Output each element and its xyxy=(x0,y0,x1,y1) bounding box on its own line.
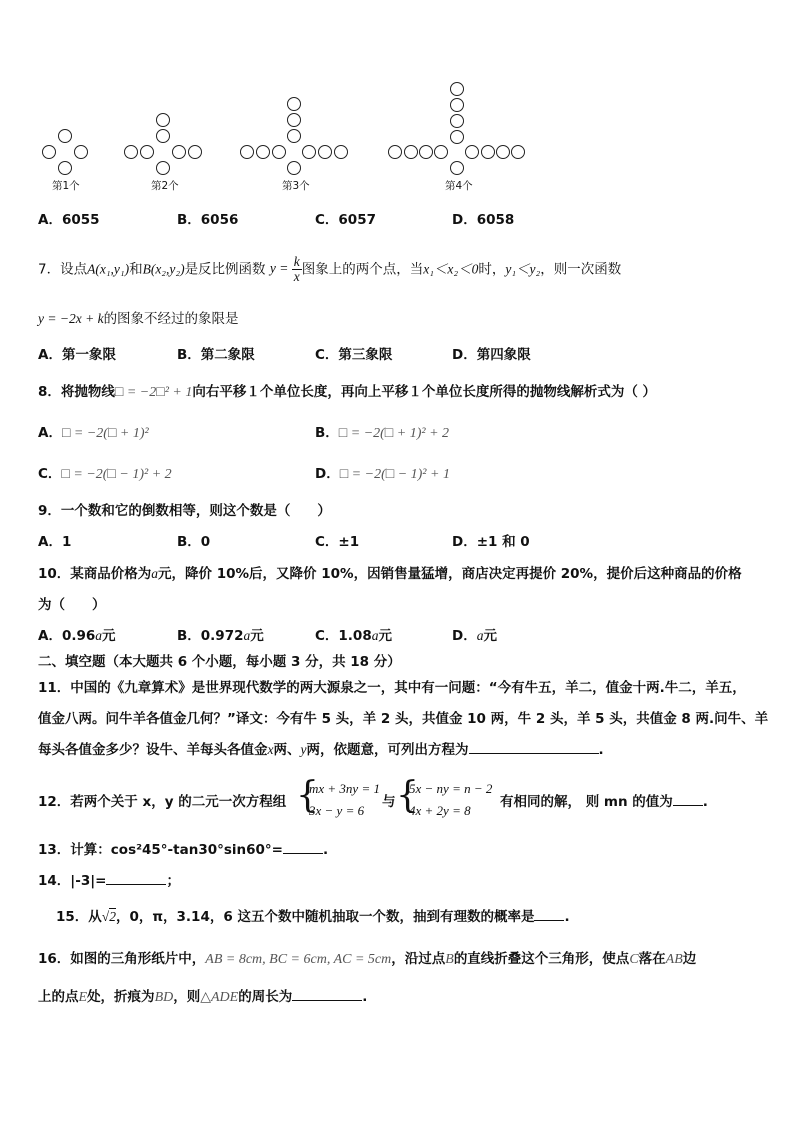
q15-sqrt2: √2 xyxy=(101,909,116,924)
q6-option-c: C．6057 xyxy=(315,212,376,228)
q15-answer-blank[interactable] xyxy=(534,906,564,921)
q7-function: y = $\frac{k}{x}$ xyxy=(269,254,300,284)
q8-option-b: B．□ = −2(□ + 1)² + 2 xyxy=(315,425,450,441)
q9-option-c: C．±1 xyxy=(315,534,360,550)
q10-option-d: D．a元 xyxy=(452,628,497,644)
q12-brace-1: { xyxy=(296,775,319,816)
q7-stem: 7．设点A(x₁,y₁)和B(x₂,y₂)是反比例函数 y = $\frac{k}{x}$ 图象上的两个点，当x₁＜x₂＜0时，y₁＜y₂，则一次函数 xyxy=(38,254,622,284)
q15: 15．从√2，0，π，3.14，6 这五个数中随机抽取一个数，抽到有理数的概率是 . xyxy=(56,905,570,925)
pattern-caption-2: 第2个 xyxy=(151,180,179,192)
q6-option-a: A．6055 xyxy=(38,212,100,228)
q14: 14．|-3|= ； xyxy=(38,869,180,889)
pattern-caption-3: 第3个 xyxy=(282,180,310,192)
q12-tail: 有相同的解， 则 mn 的值为 . xyxy=(500,790,708,810)
pattern-2 xyxy=(125,114,202,175)
q11-line3: 每头各值金多少？设牛、羊每头各值金x两、y两，依题意，可列出方程为 . xyxy=(38,738,604,758)
q12-answer-blank[interactable] xyxy=(673,791,703,806)
q11-line1: 11．中国的《九章算术》是世界现代数学的两大源泉之一，其中有一问题：“今有牛五，羊二，值金十两.牛二，羊五， xyxy=(38,680,746,696)
q9-option-b: B．0 xyxy=(177,534,211,550)
q7-option-c: C．第三象限 xyxy=(315,347,393,363)
q9-option-a: A．1 xyxy=(38,534,72,550)
q7-line2: y = −2x + k的图象不经过的象限是 xyxy=(38,311,239,327)
q6-option-d: D．6058 xyxy=(452,212,515,228)
pattern-1 xyxy=(43,130,88,175)
q8-option-c: C．□ = −2(□ − 1)² + 2 xyxy=(38,466,172,482)
q10-option-a: A．0.96a元 xyxy=(38,628,116,644)
q6-option-b: B．6056 xyxy=(177,212,239,228)
q8-option-d: D．□ = −2(□ − 1)² + 1 xyxy=(315,466,450,482)
q16-answer-blank[interactable] xyxy=(292,986,362,1001)
q12-brace-2: { xyxy=(396,775,419,816)
q16-line1: 16．如图的三角形纸片中，AB = 8cm, BC = 6cm, AC = 5cm，沿过点B的直线折叠这个三角形，使点C落在AB边 xyxy=(38,951,697,967)
q14-answer-blank[interactable] xyxy=(106,870,166,885)
q11-answer-blank[interactable] xyxy=(469,739,599,754)
q9-option-d: D．±1 和 0 xyxy=(452,534,530,550)
q13: 13．计算：cos²45°-tan30°sin60°= . xyxy=(38,838,328,858)
q8-option-a: A．□ = −2(□ + 1)² xyxy=(38,425,149,441)
q13-answer-blank[interactable] xyxy=(283,839,323,854)
q9-stem: 9．一个数和它的倒数相等，则这个数是（ ） xyxy=(38,503,331,519)
q10-stem: 10．某商品价格为a元，降价 10%后，又降价 10%，因销售量猛增，商店决定再提价 20%，提价后这种商品的价格 xyxy=(38,566,742,582)
q12-prefix: 12．若两个关于 x，y 的二元一次方程组 xyxy=(38,794,287,810)
q10-option-c: C．1.08a元 xyxy=(315,628,392,644)
q12-mid: 与 xyxy=(382,794,396,810)
q7-option-d: D．第四象限 xyxy=(452,347,531,363)
section-2-title: 二、填空题（本大题共 6 个小题，每小题 3 分，共 18 分） xyxy=(38,654,401,670)
q12-system-1: mx + 3ny = 1 3x − y = 6 xyxy=(309,781,380,818)
q10-line2: 为（ ） xyxy=(38,597,106,613)
q12-system-2: 5x − ny = n − 2 4x + 2y = 8 xyxy=(409,781,493,818)
pattern-caption-4: 第4个 xyxy=(445,180,473,192)
pattern-caption-1: 第1个 xyxy=(52,180,80,192)
q10-option-b: B．0.972a元 xyxy=(177,628,264,644)
q11-line2: 值金八两。问牛羊各值金几何？”译文：今有牛 5 头，羊 2 头，共值金 10 两，牛 2 头，羊 5 头，共值金 8 两.问牛、羊 xyxy=(38,711,769,727)
q16-line2: 上的点E处，折痕为BD，则△ADE的周长为 . xyxy=(38,985,367,1006)
q8-stem: 8．将抛物线□ = −2□² + 1向右平移１个单位长度，再向上平移１个单位长度所得的抛物线解析式为（ ） xyxy=(38,384,657,400)
q7-option-b: B．第二象限 xyxy=(177,347,255,363)
pattern-figure xyxy=(0,0,794,200)
pattern-4 xyxy=(389,83,525,175)
pattern-3 xyxy=(241,98,348,175)
q7-option-a: A．第一象限 xyxy=(38,347,116,363)
